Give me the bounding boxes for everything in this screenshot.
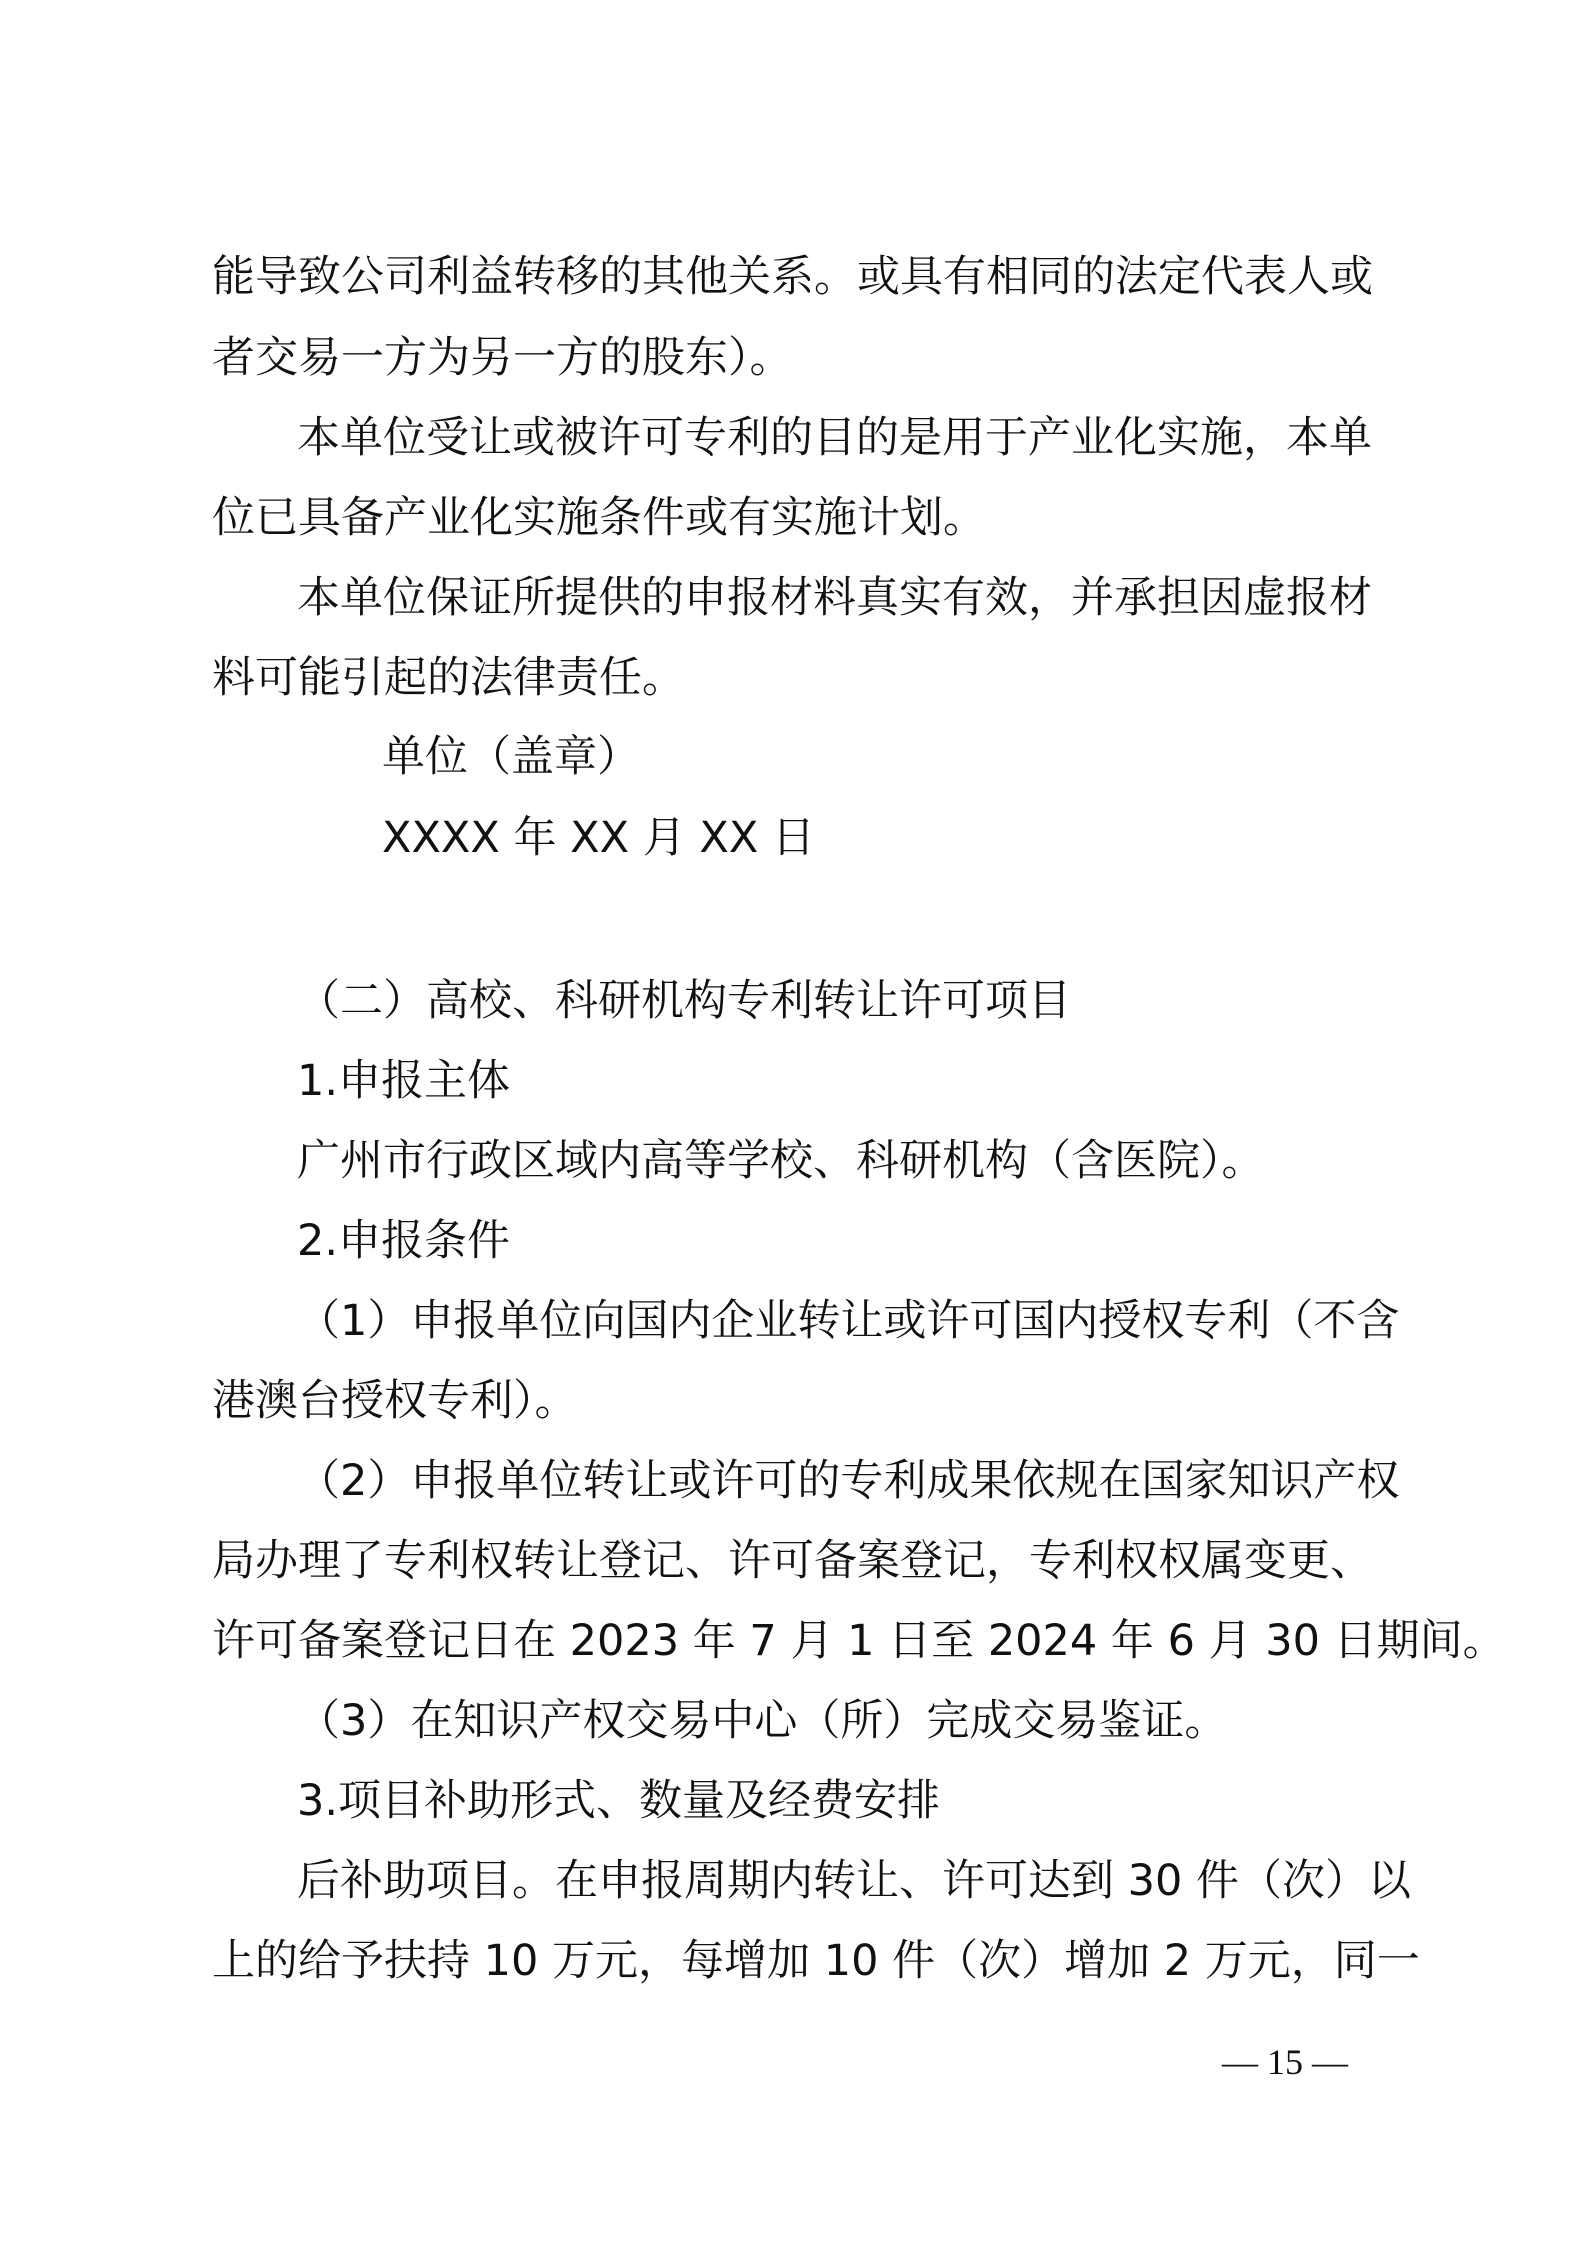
condition-1-line-2: 港澳台授权专利）。 (212, 1376, 578, 1426)
text-line-5: 本单位保证所提供的申报材料真实有效，并承担因虚报材 (297, 573, 1372, 623)
subheading-funding: 3.项目补助形式、数量及经费安排 (297, 1776, 941, 1826)
subheading-applicant: 1.申报主体 (297, 1056, 511, 1106)
funding-line-2: 上的给予扶持 10 万元，每增加 10 件（次）增加 2 万元，同一 (212, 1936, 1420, 1986)
condition-2-line-1: （2）申报单位转让或许可的专利成果依规在国家知识产权 (297, 1456, 1400, 1506)
funding-line-1: 后补助项目。在申报周期内转让、许可达到 30 件（次）以 (297, 1856, 1412, 1906)
signature-label: 单位（盖章） (382, 732, 640, 782)
applicant-text: 广州市行政区域内高等学校、科研机构（含医院）。 (297, 1136, 1265, 1186)
text-line-2: 者交易一方为另一方的股东）。 (212, 333, 793, 383)
section-heading: （二）高校、科研机构专利转让许可项目 (297, 976, 1071, 1026)
condition-2-line-3: 许可备案登记日在 2023 年 7 月 1 日至 2024 年 6 月 30 日期间。 (212, 1616, 1506, 1666)
condition-2-line-2: 局办理了专利权转让登记、许可备案登记，专利权权属变更、 (212, 1536, 1373, 1586)
condition-3: （3）在知识产权交易中心（所）完成交易鉴证。 (297, 1696, 1228, 1746)
text-line-4: 位已具备产业化实施条件或有实施计划。 (212, 493, 986, 543)
text-line-1: 能导致公司利益转移的其他关系。或具有相同的法定代表人或 (212, 252, 1373, 302)
condition-1-line-1: （1）申报单位向国内企业转让或许可国内授权专利（不含 (297, 1296, 1400, 1346)
text-line-3: 本单位受让或被许可专利的目的是用于产业化实施，本单 (297, 413, 1372, 463)
subheading-conditions: 2.申报条件 (297, 1216, 511, 1266)
signature-date: XXXX 年 XX 月 XX 日 (382, 813, 816, 863)
page-number: — 15 — (1222, 2042, 1348, 2082)
text-line-6: 料可能引起的法律责任。 (212, 653, 685, 703)
